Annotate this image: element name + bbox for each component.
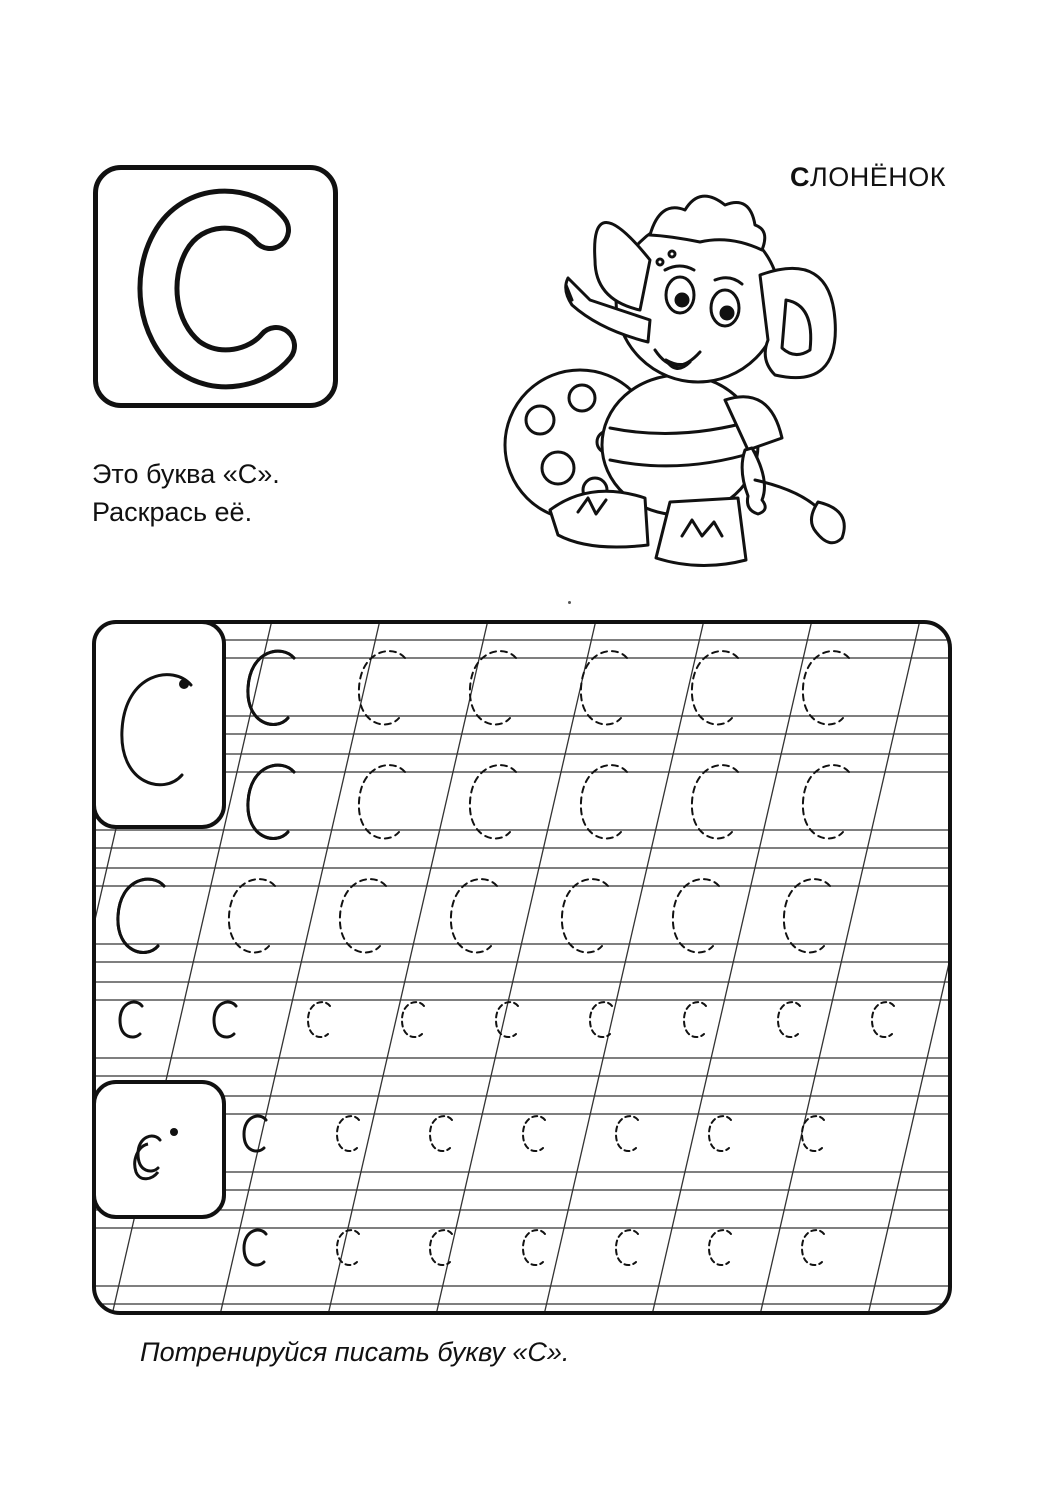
letter-frame [93,165,338,408]
dashed-trace-letter-icon [692,765,738,838]
elephant-with-ball-icon [470,180,880,580]
dashed-trace-letter-icon [673,879,719,952]
dashed-trace-letter-icon [692,651,738,724]
dashed-trace-letter-icon [430,1116,452,1151]
dashed-trace-letter-icon [308,1002,330,1037]
dashed-trace-letter-icon [337,1230,359,1265]
cursive-uppercase-c-icon [248,765,294,838]
dashed-trace-letter-icon [709,1116,731,1151]
outlined-letter-c-icon [98,170,333,403]
slant-line [544,620,704,1315]
dashed-trace-letter-icon [359,651,405,724]
dashed-trace-letter-icon [616,1230,638,1265]
dashed-trace-letter-icon [581,651,627,724]
trace-letters [118,651,894,1265]
start-dot-icon [170,1128,178,1136]
dashed-trace-letter-icon [470,765,516,838]
word-rest: ЛОНЁНОК [810,162,946,192]
dashed-trace-letter-icon [784,879,830,952]
slant-line [220,620,380,1315]
dashed-trace-letter-icon [709,1230,731,1265]
dashed-trace-letter-icon [581,765,627,838]
practice-sheet [92,620,952,1315]
dashed-trace-letter-icon [684,1002,706,1037]
cursive-uppercase-c-icon [118,879,164,952]
cursive-lowercase-c-icon [214,1002,236,1037]
dashed-trace-letter-icon [803,765,849,838]
dashed-trace-letter-icon [523,1230,545,1265]
start-dot-icon [179,679,189,689]
slant-line [760,620,920,1315]
dashed-trace-letter-icon [451,879,497,952]
dashed-trace-letter-icon [616,1116,638,1151]
slant-line [652,620,812,1315]
dashed-trace-letter-icon [802,1230,824,1265]
caption [92,455,280,531]
slant-line [328,620,488,1315]
stray-dot [568,601,571,604]
cursive-lowercase-c-icon [244,1116,266,1151]
sample-box-uppercase [94,622,224,827]
sample-box-lowercase [94,1082,224,1217]
caption-line-1: Это буква «С». [92,459,280,489]
dashed-trace-letter-icon [523,1116,545,1151]
instruction-text: Потренируйся писать букву «С». [140,1337,570,1367]
dashed-trace-letter-icon [803,651,849,724]
dashed-trace-letter-icon [562,879,608,952]
dashed-trace-letter-icon [872,1002,894,1037]
dashed-trace-letter-icon [337,1116,359,1151]
cursive-lowercase-c-icon [244,1230,266,1265]
caption-line-2: Раскрась её. [92,497,253,527]
slant-line [436,620,596,1315]
dashed-trace-letter-icon [340,879,386,952]
dashed-trace-letter-icon [802,1116,824,1151]
dashed-trace-letter-icon [778,1002,800,1037]
slant-line [868,620,952,1315]
dashed-trace-letter-icon [359,765,405,838]
dashed-trace-letter-icon [402,1002,424,1037]
cursive-uppercase-c-icon [248,651,294,724]
dashed-trace-letter-icon [470,651,516,724]
dashed-trace-letter-icon [229,879,275,952]
word-first-letter: С [790,162,810,192]
cursive-lowercase-c-icon [120,1002,142,1037]
